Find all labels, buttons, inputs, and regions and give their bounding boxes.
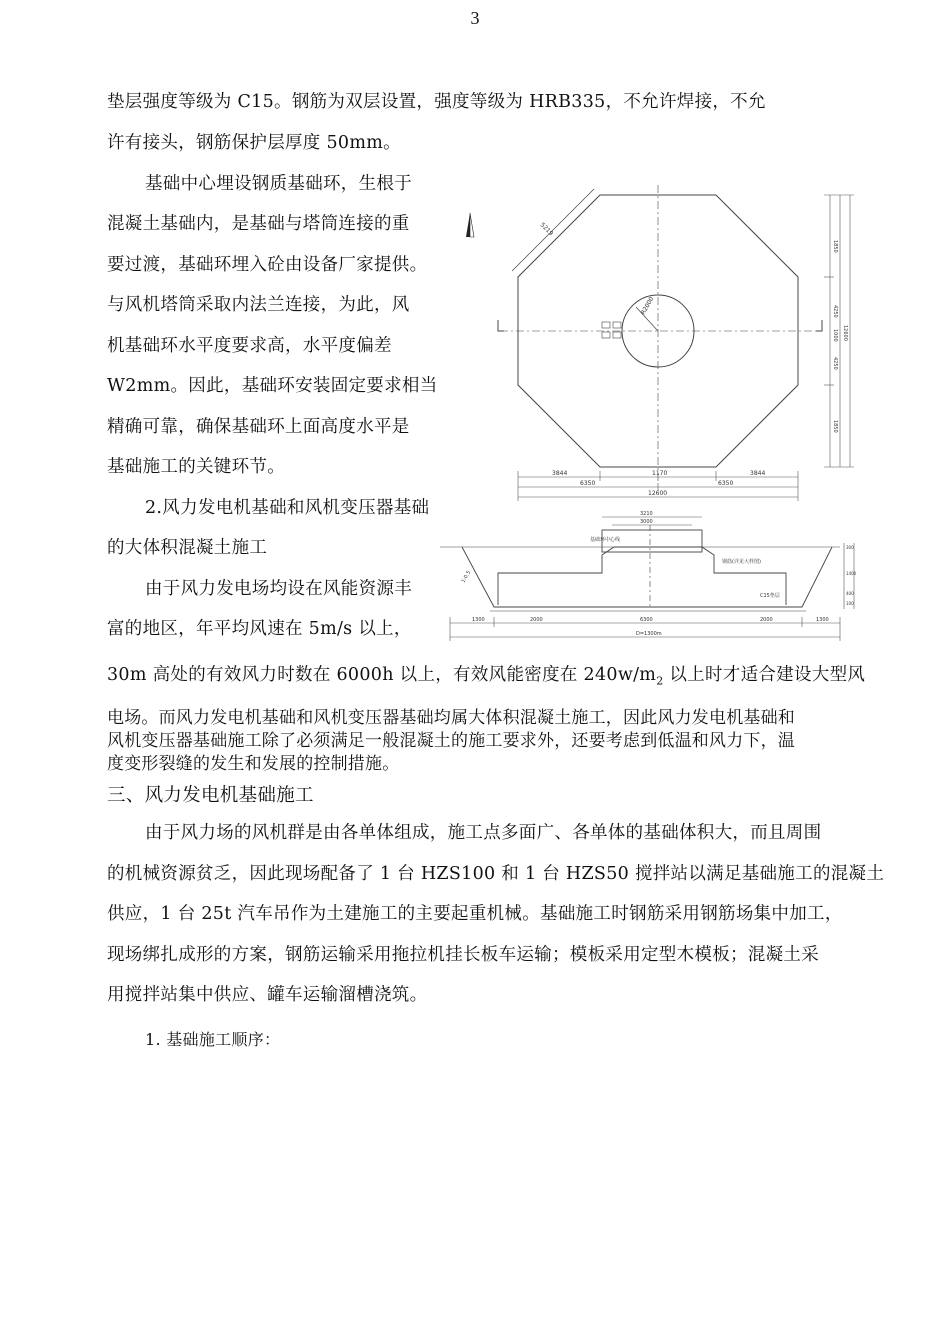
body-text-line: 度变形裂缝的发生和发展的控制措施。 <box>107 754 400 774</box>
body-text-line: 混凝土基础内，是基础与塔筒连接的重 <box>107 214 410 234</box>
body-text-line: 基础施工的关键环节。 <box>107 457 285 477</box>
dim-label: 12600 <box>648 490 668 497</box>
edge-dimension-label: 5219 <box>538 221 555 238</box>
body-text-line: 富的地区，年平均风速在 5m/s 以上， <box>107 619 412 639</box>
plan-dimensions-right <box>824 195 854 467</box>
dim-label: 12600 <box>842 325 848 341</box>
body-text-line: 许有接头，钢筋保护层厚度 50mm。 <box>107 133 401 153</box>
body-text-line: 供应，1 台 25t 汽车吊作为土建施工的主要起重机械。基础施工时钢筋采用钢筋场集中加工， <box>107 904 843 924</box>
chapter-heading: 三、风力发电机基础施工 <box>107 785 314 806</box>
text-run: 以上时才适合建设大型风 <box>663 665 866 685</box>
dim-label: 2000 <box>530 617 543 623</box>
body-text-line: 用搅拌站集中供应、罐车运输溜槽浇筑。 <box>107 985 428 1005</box>
dim-label: D=1300m <box>636 631 662 637</box>
body-text-line: 基础中心埋设钢质基础环，生根于 <box>145 174 412 194</box>
dim-label: 400 <box>846 591 854 596</box>
page-number: 3 <box>470 8 480 28</box>
body-text-line: 由于风力场的风机群是由各单体组成，施工点多面广、各单体的基础体积大，而且周围 <box>145 823 822 843</box>
dim-label: 3000 <box>640 519 653 525</box>
dim-label: 2000 <box>760 617 773 623</box>
dim-label: 6350 <box>718 480 734 487</box>
radius-label: R2000 <box>639 295 656 316</box>
body-text-line: 与风机塔筒采取内法兰连接，为此，风 <box>107 295 410 315</box>
section-label: 钢筋(详见大样图) <box>722 559 761 565</box>
body-text-line: 的机械资源贫乏，因此现场配备了 1 台 HZS100 和 1 台 HZS50 搅拌站以满足基础施工的混凝土 <box>107 864 885 884</box>
text-run: 30m 高处的有效风力时数在 6000h 以上，有效风能密度在 240w/m <box>107 665 657 685</box>
dim-label: 1300 <box>472 617 485 623</box>
dim-label: 1170 <box>652 470 668 477</box>
section-label: C15垫层 <box>760 593 780 599</box>
dim-label: 100 <box>846 601 854 606</box>
dim-label: 1850 <box>832 240 838 253</box>
body-text-line: 电场。而风力发电机基础和风机变压器基础均属大体积混凝土施工，因此风力发电机基础和 <box>107 708 795 728</box>
body-text-line: 精确可靠，确保基础环上面高度水平是 <box>107 417 410 437</box>
body-text-line: 风机变压器基础施工除了必须满足一般混凝土的施工要求外，还要考虑到低温和风力下，温 <box>107 731 795 751</box>
body-text-line: 垫层强度等级为 C15。钢筋为双层设置，强度等级为 HRB335，不允许焊接，不允 <box>107 92 766 112</box>
section-label: 基础环中心线 <box>590 537 621 543</box>
dim-label: 1300 <box>816 617 829 623</box>
dim-label: 300 <box>846 545 854 550</box>
dim-label: 4250 <box>832 305 838 318</box>
section-label: 1:0.5 <box>460 569 473 584</box>
section-view <box>440 525 840 611</box>
section-heading: 的大体积混凝土施工 <box>107 538 268 558</box>
body-text-line: 现场绑扎成形的方案，钢筋运输采用拖拉机挂长板车运输；模板采用定型木模板；混凝土采 <box>107 945 819 965</box>
dim-label: 3844 <box>750 470 766 477</box>
body-text-line: 要过渡，基础环埋入砼由设备厂家提供。 <box>107 255 428 275</box>
body-text-line: W2mm。因此，基础环安装固定要求相当 <box>107 376 438 396</box>
subscript: 2 <box>656 674 664 688</box>
north-arrow-icon <box>466 213 474 237</box>
section-dimensions-right <box>844 543 854 609</box>
dim-label: 1850 <box>832 420 838 433</box>
body-text-line <box>107 661 865 688</box>
dim-label: 6350 <box>580 480 596 487</box>
body-text-line: 由于风力发电场均设在风能资源丰 <box>145 579 412 599</box>
dim-label: 4250 <box>832 357 838 370</box>
dim-label: 1000 <box>832 329 838 342</box>
dim-label: 3210 <box>640 511 653 517</box>
section-heading: 2.风力发电机基础和风机变压器基础 <box>145 498 430 518</box>
dim-label: 6300 <box>640 617 653 623</box>
foundation-drawing <box>440 185 860 645</box>
dim-label: 1400 <box>846 571 857 576</box>
dim-label: 3844 <box>552 470 568 477</box>
list-item: 1. 基础施工顺序： <box>145 1030 281 1049</box>
body-text-line: 机基础环水平度要求高，水平度偏差 <box>107 336 392 356</box>
